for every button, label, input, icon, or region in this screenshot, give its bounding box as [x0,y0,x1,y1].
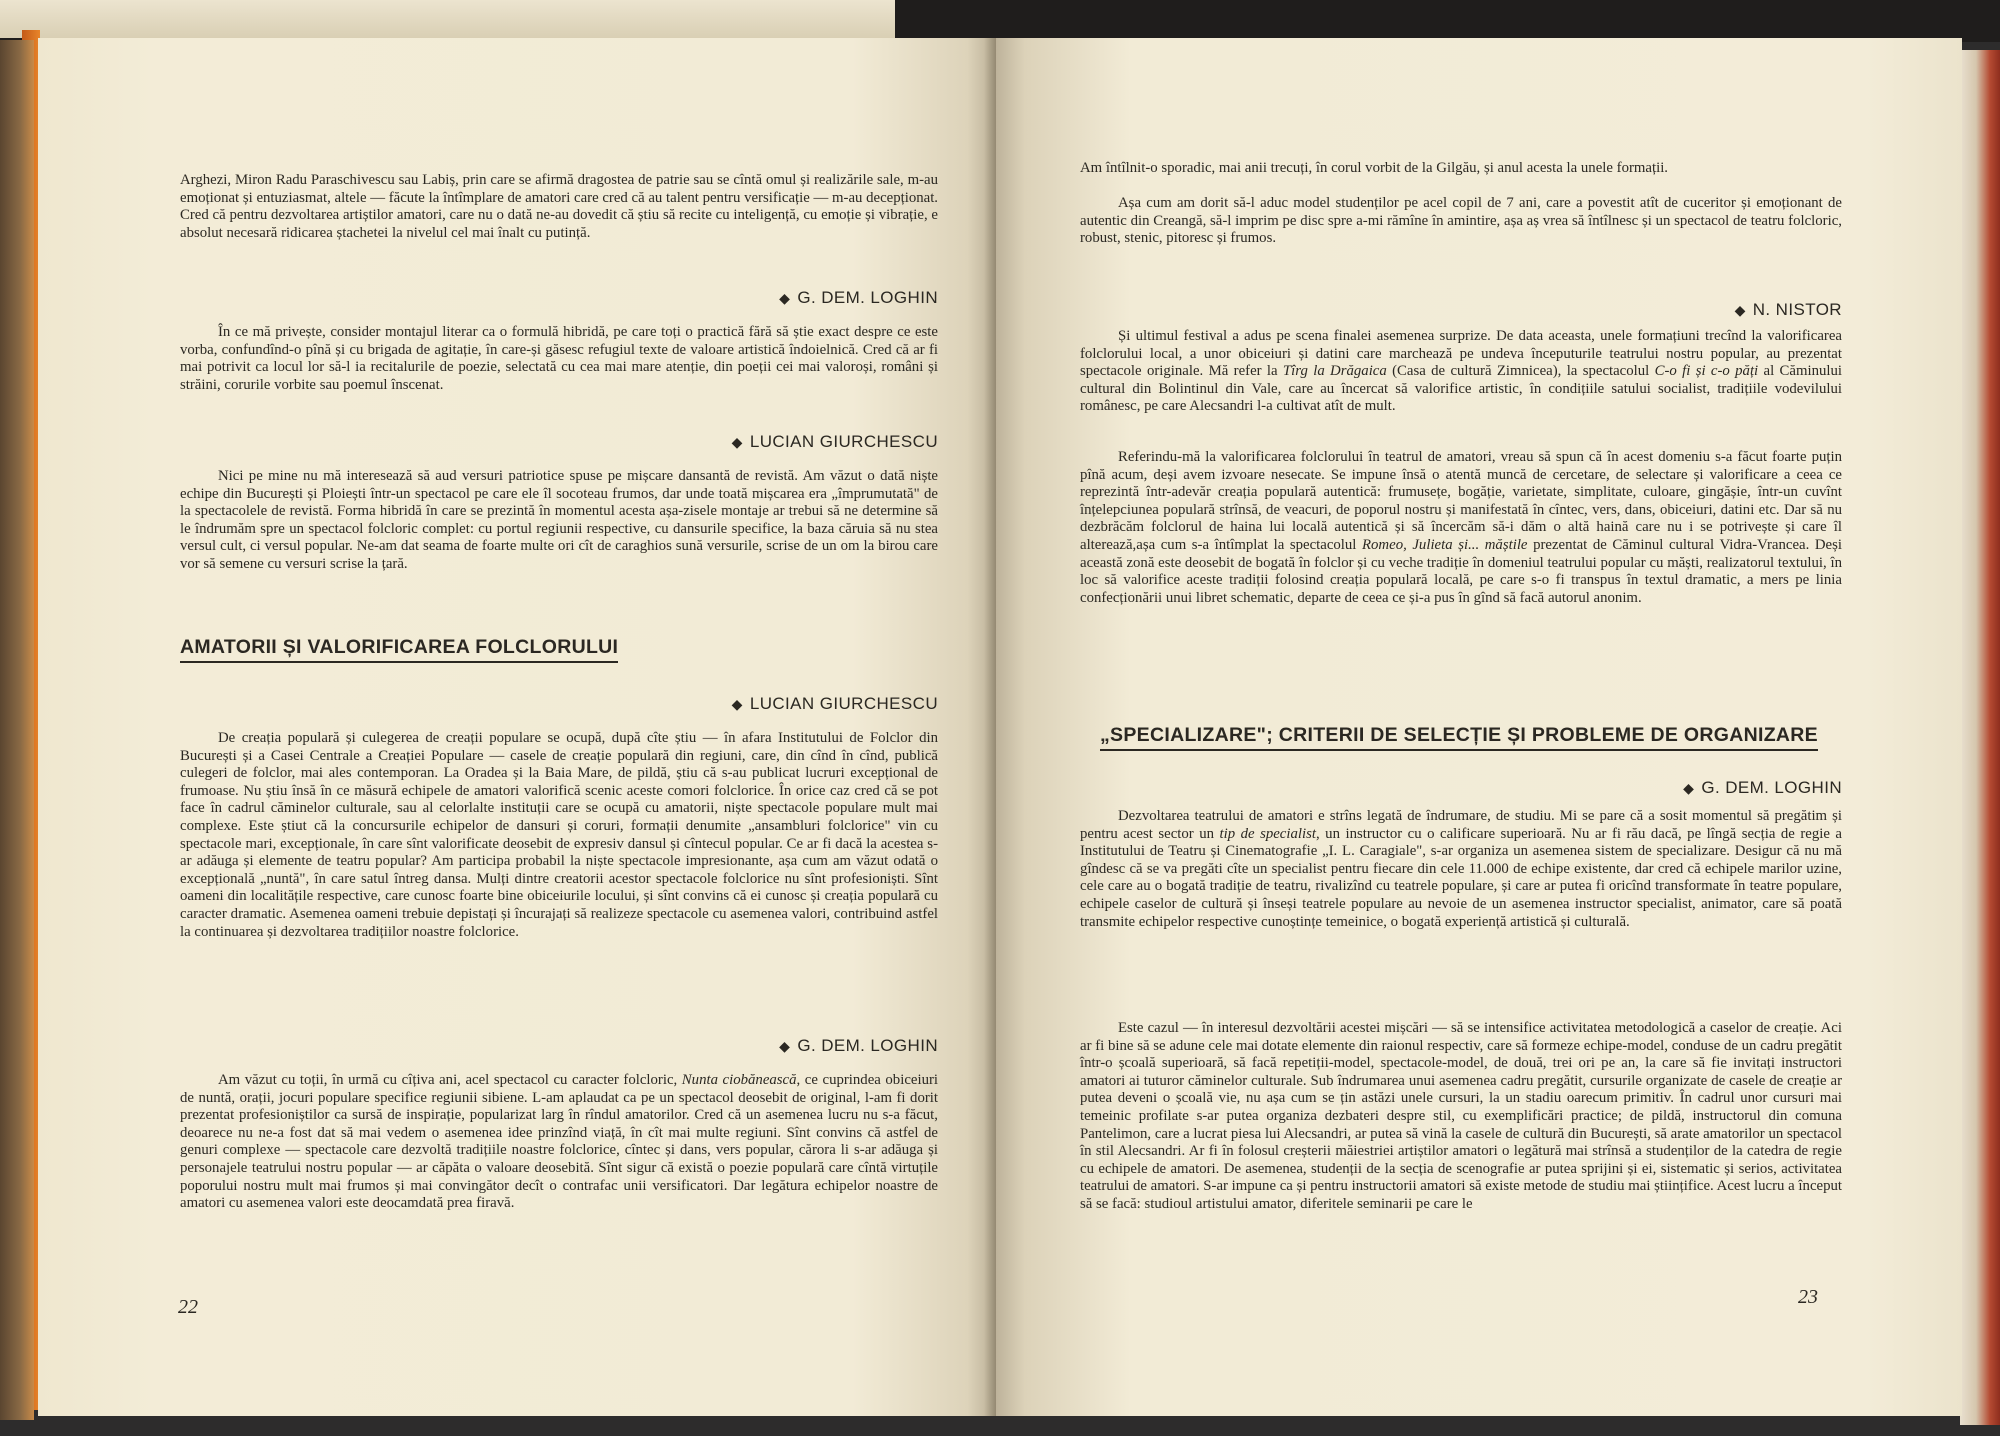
text-run: Dezvoltarea teatrului de amatori e strîns legată de îndrumare, de studiu. Mi se pare că a sosit momentul să pregătim și pentru acest sector un [1080,808,1842,842]
play-title: Romeo, Julieta și... măștile [1362,536,1528,553]
byline-loghin [1080,778,1842,798]
left-page [38,38,996,1416]
byline-loghin [180,288,938,308]
heading-text: „SPECIALIZARE"; CRITERII DE SELECȚIE ȘI PROBLEME DE ORGANIZARE [1100,724,1818,751]
paragraph [1080,808,1842,931]
play-title: C-o fi și c-o păți [1654,363,1759,380]
paragraph: Am întîlnit-o sporadic, mai anii trecuți, în corul vorbit de la Gilgău, și anul acesta la unele formații. [1080,160,1669,176]
heading-text: AMATORII ȘI VALORIFICAREA FOLCLORULUI [180,636,618,663]
text-run: Și ultimul festival a adus pe scena finalei asemenea surprize. De data aceasta, unele formațiuni trecînd la valorificarea folclorului local, a unor obiceiuri și datini care marchează pe undeva începuturile teatrului nostru popular, au prezentat spectacole originale. Mă refer la [1080,328,1842,380]
play-title: Nunta ciobănească [681,1072,797,1088]
page-number: 23 [1798,1286,1818,1308]
text-run: Referindu-mă la valorificarea folclorului în teatrul de amatori, vreau să spun că în acest domeniu s-a făcut foarte puțin pînă acum, deși avem izvoare nesecate. Se impune însă o atentă muncă de cercetare, de selectare și valorificare a ceea ce reprezintă într-adevăr creația populară autentică: frumusețe, bogăție, varietate, simplitate, culoare, gingășie, într-un cuvînt înțelepciunea populară strînsă, de veacuri, de poporul nostru și manifestată în cîntec, vers, dans, obiceiuri, datini etc. Dar să nu dezbrăcăm folclorul de haina lui locală autentică și să încercăm să-i dăm o altă haină care nu i se potrivește și care îl alterează,așa cum s-a întîmplat la spectacolul [1080,449,1842,553]
right-page [996,38,1962,1416]
paragraph: Nici pe mine nu mă interesează să aud versuri patriotice spuse pe mișcare dansantă de revistă. Am văzut o dată niște echipe din București și Ploiești într-un spectacol pe care ele îl socoteau frumos, dar unde toată mișcarea era „împrumutată" de la spectacolele de revistă. Forma hibridă în care se prezintă în momentul acesta așa-zisele montaje ar trebui să ne determine să le îndrumăm spre un spectacol folcloric complet: cu portul regiunii respective, cu dansurile specifice, la baza căruia să nu stea versul cult, ci versul popular. Ne-am dat seama de foarte multe ori cît de caraghios sună versurile, scrise de un om la birou care vor să semene cu versuri scrise la țară. [180,468,938,572]
paragraph [180,1072,938,1213]
text-run: Am văzut cu toții, în urmă cu cîțiva ani, acel spectacol cu caracter folcloric, [218,1072,682,1088]
byline-giurchescu [180,432,938,452]
next-page-edge [0,0,895,38]
byline-name: LUCIAN GIURCHESCU [749,432,938,451]
byline-giurchescu-2 [180,694,938,714]
text-run: , ce cuprindea obiceiuri de nuntă, orații, jocuri populare specifice regiunii sibiene. L-am aplaudat ca pe un spectacol deosebit de original, l-am fi dorit prezentat profesioniștilor ca sursă de inspirație, popularizat larg în rîndul amatorilor. Cred că un asemenea lucru nu s-a făcut, deoarece nu ne-a fost dat să mai vedem o asemenea idee prinzînd viață, în cît mai multe regiuni. Sînt convins că astfel de genuri complexe — spectacole care dezvoltă tradițiile noastre folclorice, cîntec și dans, vers popular, cărora li s-ar adăuga și personajele teatrului nostru popular — ar căpăta o valoare deosebită. Sînt sigur că există o poezie populară care cîntă virtuțile poporului nostru mult mai frumos și mai convingător decît o contrafac unii versificatori. Dar legătura echipelor noastre de amatori cu asemenea valori este deocamdată prea firavă. [180,1072,939,1212]
byline-name: G. DEM. LOGHIN [797,1036,938,1055]
paragraph [1080,449,1842,607]
paragraph [1080,328,1842,416]
book-cover-left [0,40,34,1420]
page-number: 22 [178,1296,198,1318]
byline-name: N. NISTOR [1752,300,1842,319]
diamond-icon: ◆ [779,1038,791,1054]
diamond-icon: ◆ [731,434,743,450]
paragraph: Arghezi, Miron Radu Paraschivescu sau Labiș, prin care se afirmă dragostea de patrie sau se cîntă omul și realizările sale, m-au emoționat și entuziasmat, altele — făcute la întîmplare de amatori care cred că au talent pentru versificație — m-au decepționat. Cred că pentru dezvoltarea artiștilor amatori, care nu o dată ne-au dovedit că știu să recite cu inteligență, cu emoție și vibrație, e absolut necesară ridicarea ștachetei la nivelul cel mai înalt cu putință. [180,172,939,241]
section-heading [1100,724,1818,751]
diamond-icon: ◆ [1683,780,1695,796]
paragraph: În ce mă privește, consider montajul literar ca o formulă hibridă, pe care toți o practică fără să știe exact despre ce este vorba, confundînd-o pînă și cu brigada de agitație, în care-și găsesc refugiul texte de valoare artistică îndoielnică. Cred că ar fi mai potrivit ca locul lor să-l ia recitalurile de poezie, selectată cu cea mai mare atenție, din poeții cei mai valoroși, români și străini, corurile vorbite sau poemul înscenat. [180,324,938,393]
paragraph: Așa cum am dorit să-l aduc model studenților pe acel copil de 7 ani, care a povestit atît de cuceritor și emoționant de autentic din Creangă, să-l imprim pe disc spre a-mi rămîne în amintire, așa aș vrea să întîlnesc și un spectacol de teatru folcloric, robust, stenic, pitoresc și frumos. [1080,195,1842,247]
text-run: (Casa de cultură Zimnicea), la spectacolul [1386,363,1655,380]
diamond-icon: ◆ [779,290,791,306]
byline-nistor [1080,300,1842,320]
text-run: , un instructor cu o calificare superioară. Nu ar fi rău dacă, pe lîngă secția de regie a Institutului de Teatru și Cinematografie „I. L. Caragiale", s-ar organiza un asemenea sistem de specializare. Desigur că nu mă gîndesc că se va pregăti cîte un specialist pentru fiecare din cele 11.000 de echipe existente, dar cred că echipele marilor uzine, cele care au o bogată tradiție de teatru, rivalizînd cu teatrele populare, și care ar putea fi oricînd transformate în teatre populare, echipele caselor de cultură și înseși teatrele populare au nevoie de un asemenea instructor specialist, animator, care să poată transmite echipelor respective cunoștințe temeinice, o bogată experiență artistică și culturală. [1080,825,1842,930]
byline-name: G. DEM. LOGHIN [797,288,938,307]
byline-name: G. DEM. LOGHIN [1701,778,1842,797]
book-cover-right [1960,50,2000,1425]
text-run: prezentat de Căminul cultural Vidra-Vrancea. Deși această zonă este deosebit de bogată în folclor și cu veche tradiție în domeniul teatrului popular cu măști, realizatorul textului, în loc să valorifice aceste tradiții folosind creația populară locală, pe care s-o fi transpus în textul dramatic, a mers pe linia confecționării unui libret schematic, departe de ceea ce și-a pus în gînd să facă autorul anonim. [1080,536,1842,606]
diamond-icon: ◆ [731,696,743,712]
paragraph: Este cazul — în interesul dezvoltării acestei mișcări — să se intensifice activitatea metodologică a caselor de creație. Aci ar fi bine să se adune cele mai dotate elemente din raionul respectiv, care să formeze echipe-model, conduse de un cadru pregătit într-o școală superioară, să facă repetiții-model, spectacole-model, de două, trei ori pe an, la care să fie invitați instructori amatori ai tuturor căminelor culturale. Sub îndrumarea unui asemenea cadru pregătit, cursurile organizate de casele de creație ar putea deveni o școală vie, nu așa cum se țin astăzi unele cursuri, la un stadiu oarecum primitiv. În cadrul unor cursuri mai temeinic profilate s-ar putea organiza dezbateri despre stil, cu exemplificări practice; de pildă, instructorul din comuna Pantelimon, care a lucrat piesa lui Alecsandri, ar putea să vină la casele de cultură din București, să arate amatorilor un spectacol în stil Alecsandri. Ar fi în folosul creșterii măiestriei artiștilor amatori o legătură mai strînsă a studenților de la catedra de regie cu echipele de amatori. De asemenea, studenții de la secția de scenografie ar putea sprijini și ei, sistematic și serios, activitatea teatrului de amatori. S-ar impune ca și pentru instructorii amatori să existe metode de studiu mai științifice. Acest lucru a început să se facă: studioul artistului amator, diferitele seminarii pe care le [1080,1020,1842,1212]
emphasis: tip de specialist [1219,825,1316,842]
section-heading [180,636,618,663]
byline-name: LUCIAN GIURCHESCU [749,694,938,713]
text-run: al Căminului cultural din Bolintinul din Vale, care au încercat să valorifice artistic, în condițiile satului socialist, tradițiile vodevilului românesc, pe care Alecsandri l-a cultivat atît de mult. [1080,363,1842,415]
byline-loghin-2 [180,1036,938,1056]
paragraph: De creația populară și culegerea de creații populare se ocupă, după cîte știu — în afara Institutului de Folclor din București și a Casei Centrale a Creației Populare — casele de creație populară din regiuni, care, din cînd în cînd, publică culegeri de folclor, mai ales contemporan. La Oradea și la Baia Mare, de pildă, știu că s-au publicat lucruri excepțional de frumoase. Nu știu însă în ce măsură echipele de amatori valorifică scenic aceste comori folclorice. În orice caz cred că se pot face în cadrul căminelor culturale, sau al celorlalte instituții care se ocupă cu amatorii, niște spectacole populare mult mai complexe. Este știut că la concursurile echipelor de dansuri și coruri, formații denumite „ansambluri folclorice" vin cu spectacole mari, excepționale, în care sînt valorificate deosebit de expresiv dansul și cîntecul popular. Ce ar fi dacă la acestea s-ar adăuga și elemente de teatru popular? Am participa probabil la niște spectacole impresionante, așa cum am văzut odată o excepțională „nuntă", în care satul întreg dansa. Mulți dintre creatorii acestor spectacole folclorice nu sînt profesioniști. Sînt oameni din localitățile respective, care cunosc foarte bine obiceiurile locului, și sînt convins că ei cunosc și creația populară cu caracter dramatic. Asemenea oameni trebuie depistați și încurajați să realizeze spectacole cu asemenea valori, contribuind astfel la continuarea și dezvoltarea tradițiilor noastre folclorice. [180,730,938,940]
diamond-icon: ◆ [1734,302,1746,318]
play-title: Tîrg la Drăgaica [1282,363,1387,380]
